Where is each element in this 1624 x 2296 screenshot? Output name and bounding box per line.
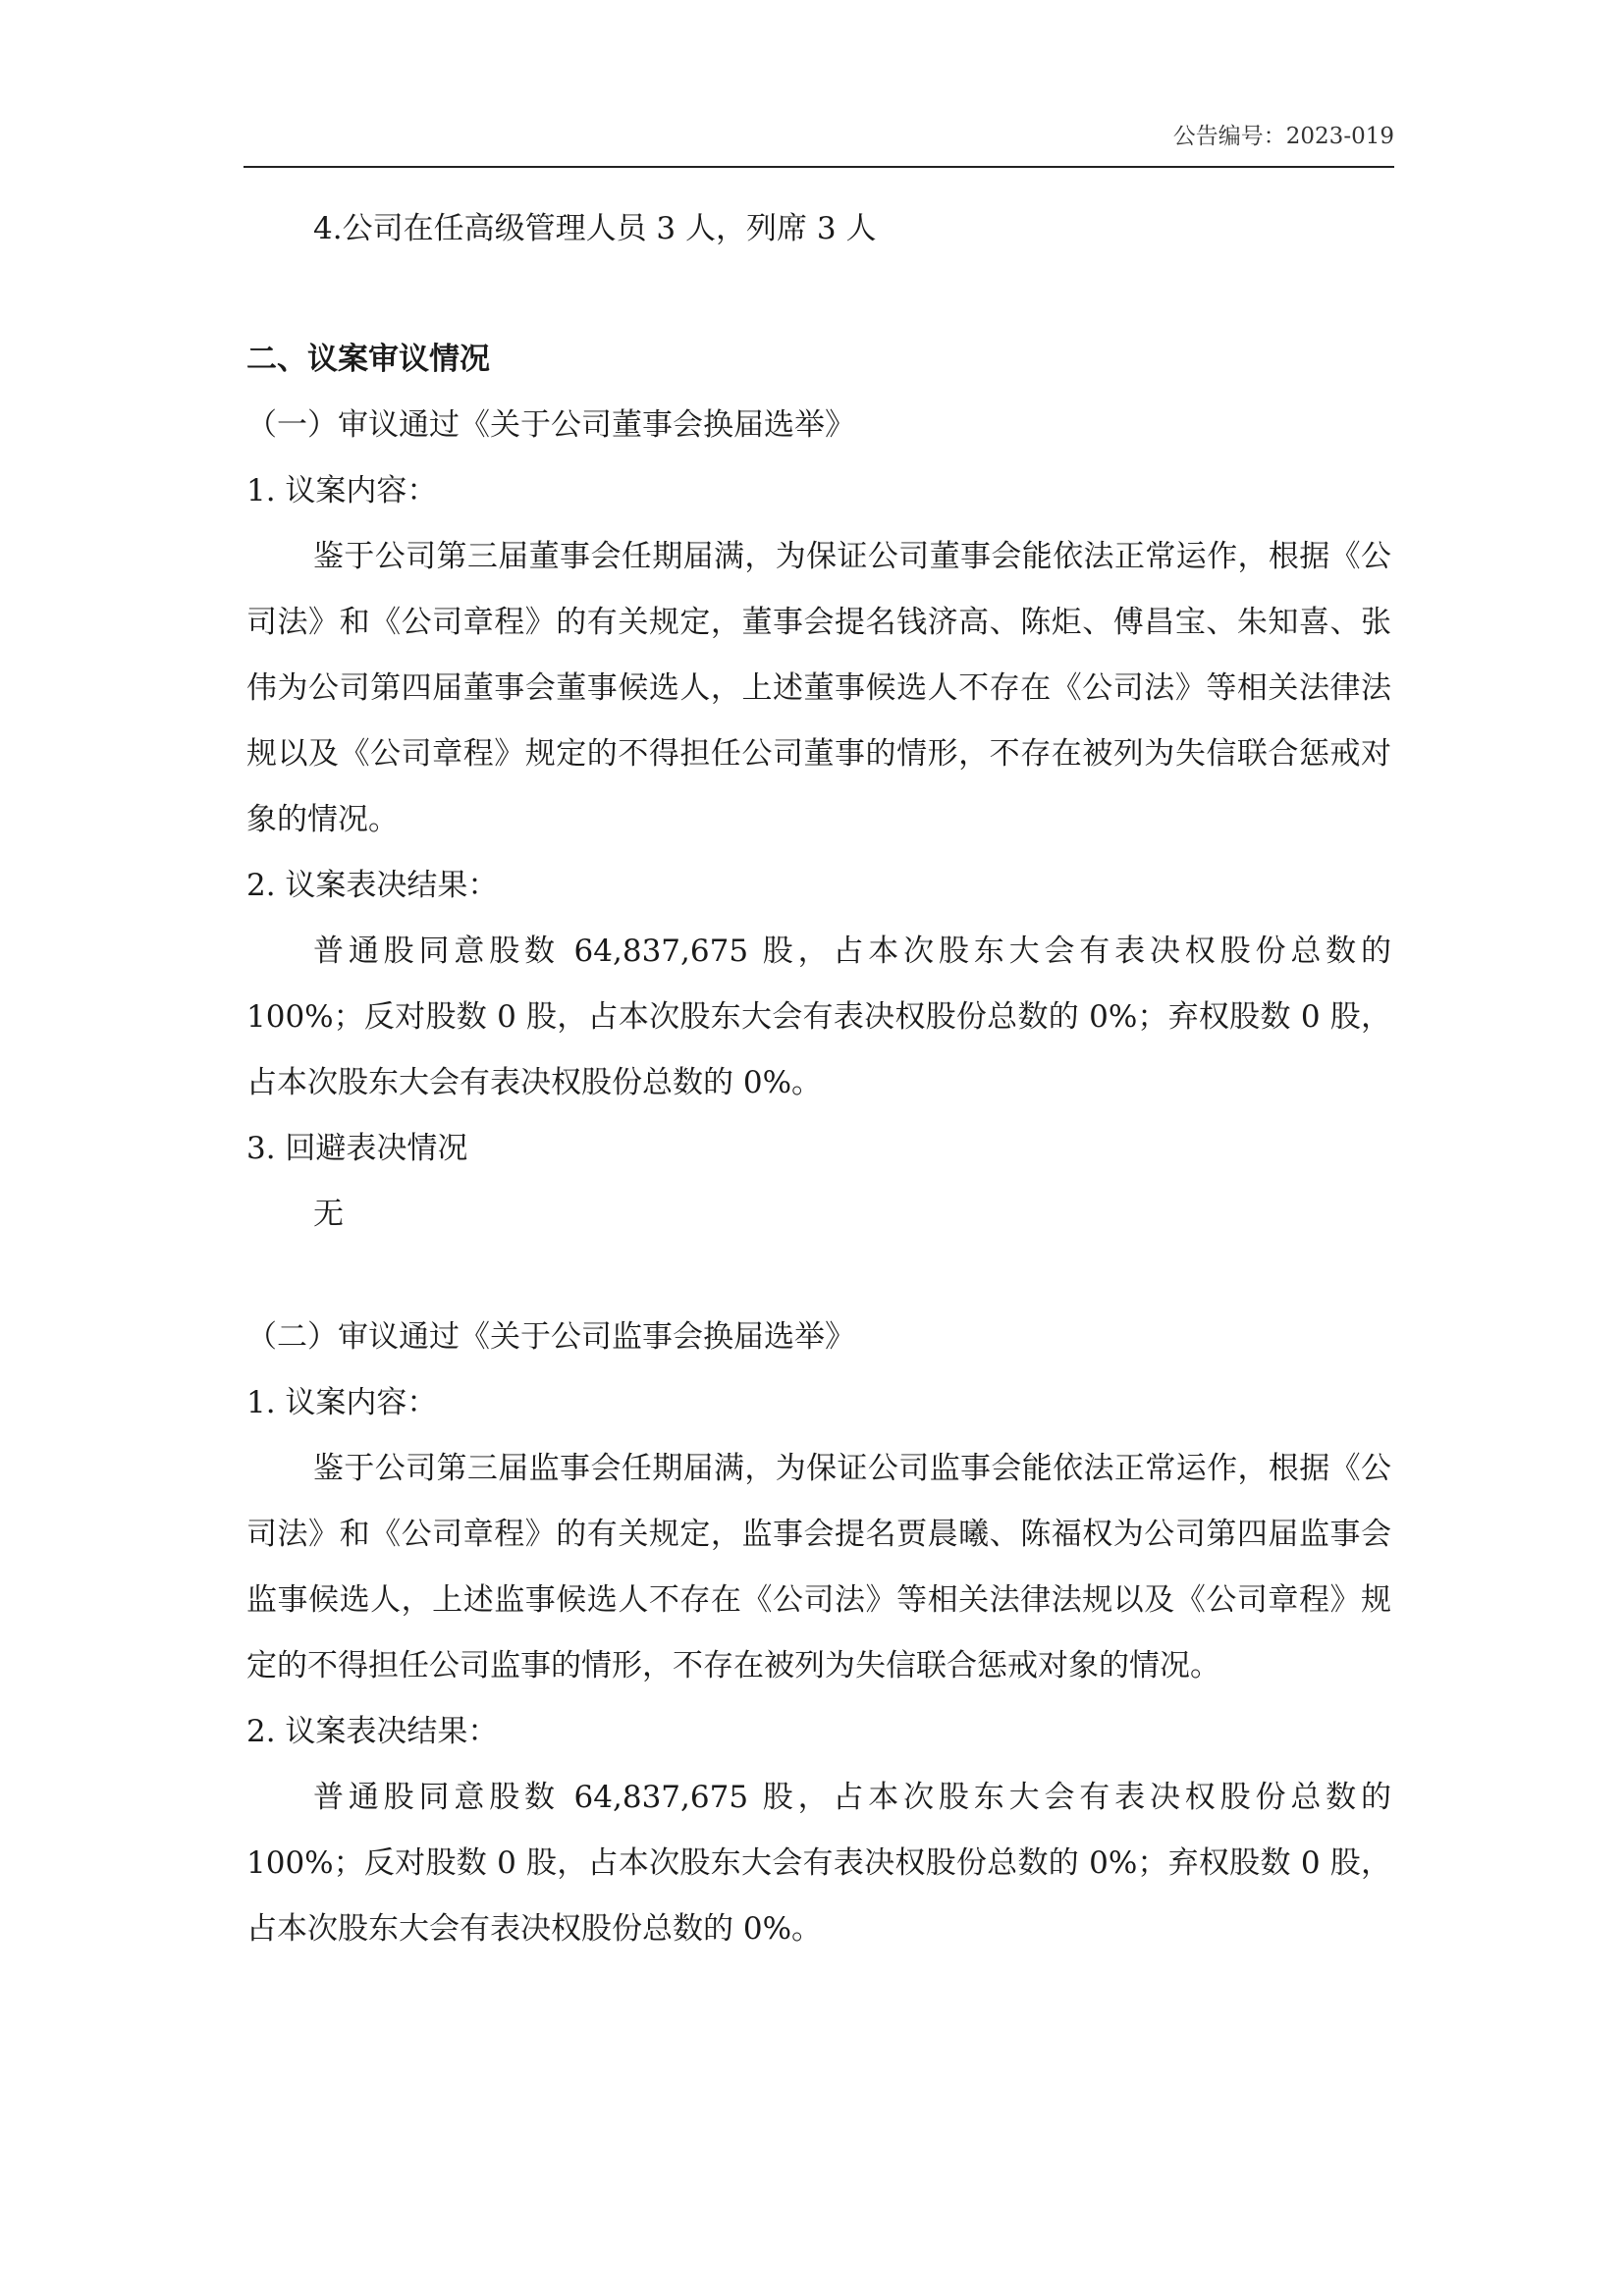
motion-2-result-label: 2. 议案表决结果： xyxy=(246,1714,499,1749)
header-rule xyxy=(244,166,1394,168)
motion-2-content-label: 1. 议案内容： xyxy=(246,1385,438,1420)
motion-1-title: （一）审议通过《关于公司董事会换届选举》 xyxy=(246,407,855,443)
motion-1-content-text: 鉴于公司第三届董事会任期届满，为保证公司董事会能依法正常运作，根据《公司法》和《公司章程》的有关规定，董事会提名钱济高、陈炬、傅昌宝、朱知喜、张伟为公司第四届董事会董事候选人，上述董事候选人不存在《公司法》等相关法律法规以及《公司章程》规定的不得担任公司董事的情形，不存在被列为失信联合惩戒对象的情况。 xyxy=(246,539,1391,837)
motion-1-result-label: 2. 议案表决结果： xyxy=(246,868,499,903)
announcement-number: 公告编号：2023-019 xyxy=(1172,124,1394,149)
section-title: 二、议案审议情况 xyxy=(246,342,490,377)
motion-2-title: （二）审议通过《关于公司监事会换届选举》 xyxy=(246,1319,855,1355)
document-body xyxy=(246,196,1391,1962)
motion-2-result-text: 普通股同意股数 64,837,675 股，占本次股东大会有表决权股份总数的 100%；反对股数 0 股，占本次股东大会有表决权股份总数的 0%；弃权股数 0 股，占本次股东大会有表决权股份总数的 0%。 xyxy=(246,1780,1391,1947)
motion-2-content-text: 鉴于公司第三届监事会任期届满，为保证公司监事会能依法正常运作，根据《公司法》和《公司章程》的有关规定，监事会提名贾晨曦、陈福权为公司第四届监事会监事候选人，上述监事候选人不存在《公司法》等相关法律法规以及《公司章程》规定的不得担任公司监事的情形，不存在被列为失信联合惩戒对象的情况。 xyxy=(246,1451,1391,1683)
motion-1-content-label: 1. 议案内容： xyxy=(246,473,438,508)
motion-1-result-text: 普通股同意股数 64,837,675 股，占本次股东大会有表决权股份总数的 100%；反对股数 0 股，占本次股东大会有表决权股份总数的 0%；弃权股数 0 股，占本次股东大会有表决权股份总数的 0%。 xyxy=(246,934,1391,1100)
managers-attendance-line: 4.公司在任高级管理人员 3 人，列席 3 人 xyxy=(313,211,877,246)
motion-1-avoid-label: 3. 回避表决情况 xyxy=(246,1131,468,1166)
motion-1-avoid-text: 无 xyxy=(313,1197,344,1232)
